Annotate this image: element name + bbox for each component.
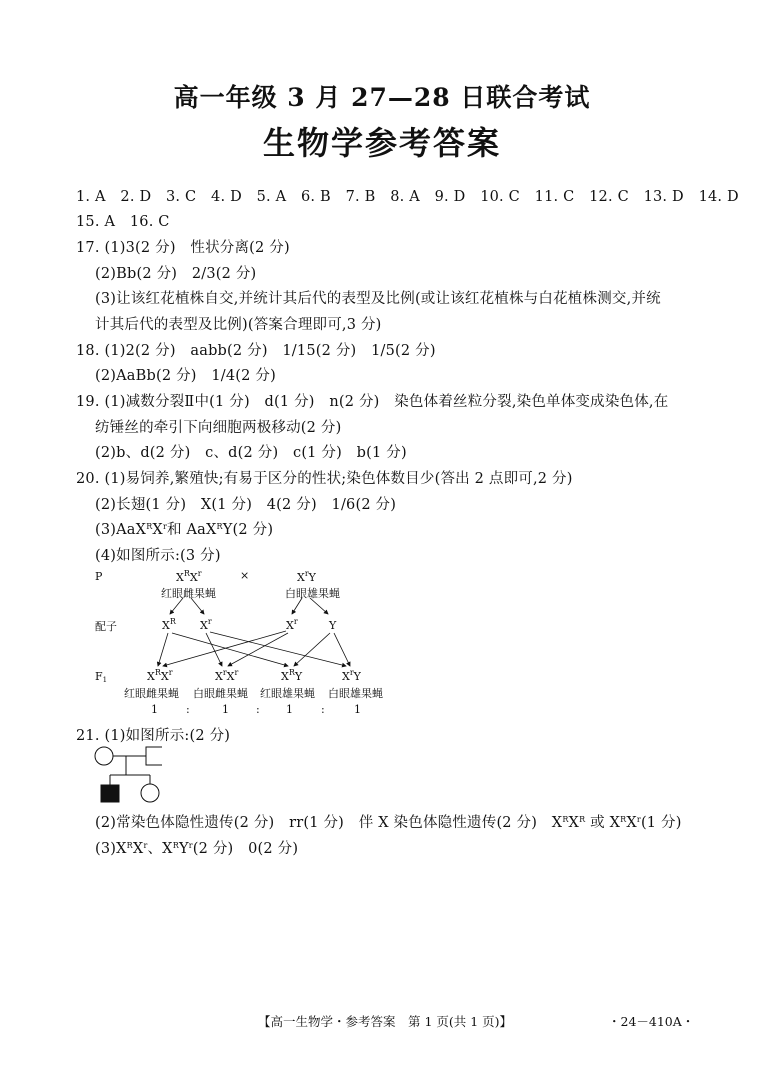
cross-parent1-genotype: $X^RX^r$ <box>176 569 202 584</box>
q18-line-1: 18. (1)2(2 分) aabb(2 分) 1/15(2 分) 1/5(2 分) <box>76 343 436 359</box>
arrow-g4-o4 <box>334 633 350 666</box>
footer-page-info: 【高一生物学・参考答案 第 1 页(共 1 页)】 <box>258 1014 513 1029</box>
page-title: 高一年级 3 月 27—28 日联合考试 <box>173 83 591 112</box>
cross-parent2-genotype: $X^rY$ <box>297 569 316 584</box>
offspring-2-phenotype: 白眼雌果蝇 <box>193 687 248 700</box>
q20-line-2: (2)长翅(1 分) X(1 分) 4(2 分) 1/6(2 分) <box>95 497 397 513</box>
ratio-1: 1 <box>151 703 158 716</box>
pedigree-mother <box>95 747 113 765</box>
mc-answers-line-1: 1. A 2. D 3. C 4. D 5. A 6. B 7. B 8. A 9. D 10. C 11. C 12. C 13. D 14. D <box>76 189 739 205</box>
ratio-colon-2: : <box>256 703 260 716</box>
ratio-2: 1 <box>222 703 229 716</box>
offspring-2-genotype: $X^rX^r$ <box>215 668 239 683</box>
arrow-p1-g2 <box>191 598 204 614</box>
q21-line-2: (2)常染色体隐性遗传(2 分) rr(1 分) 伴 X 染色体隐性遗传(2 分) $X^RX^R$ 或 $X^RX^r(1$ 分) <box>95 815 682 831</box>
ratio-3: 1 <box>286 703 293 716</box>
arrow-g1-o1 <box>158 633 168 666</box>
q21-line-3: $(3)X^RX^r$、$X^RY^r(2$ 分) 0(2 分) <box>95 841 299 857</box>
q20-line-4: (4)如图所示:(3 分) <box>95 548 221 564</box>
gamete-1: $X^R$ <box>162 617 176 632</box>
gamete-4: Y <box>329 619 337 632</box>
offspring-4-phenotype: 白眼雄果蝇 <box>328 687 383 700</box>
page-subtitle: 生物学参考答案 <box>262 124 501 162</box>
pedigree-affected-son <box>101 785 119 802</box>
gamete-3: $X^r$ <box>286 617 298 632</box>
q19-line-1: 19. (1)减数分裂Ⅱ中(1 分) d(1 分) n(2 分) 染色体着丝粒分裂,染色单体变成染色体,在 <box>76 394 669 410</box>
cross-parent1-phenotype: 红眼雌果蝇 <box>161 587 216 600</box>
ratio-4: 1 <box>354 703 361 716</box>
offspring-4-genotype: $X^rY$ <box>342 668 361 683</box>
q17-line-4: 计其后代的表型及比例)(答案合理即可,3 分) <box>95 317 382 333</box>
arrow-p1-g1 <box>170 598 183 614</box>
ratio-colon-1: : <box>186 703 190 716</box>
q17-line-1: 17. (1)3(2 分) 性状分离(2 分) <box>76 240 290 256</box>
q19-line-2: 纺锤丝的牵引下向细胞两极移动(2 分) <box>95 420 342 436</box>
q17-line-2: (2)Bb(2 分) 2/3(2 分) <box>95 266 257 282</box>
offspring-3-phenotype: 红眼雄果蝇 <box>260 687 315 700</box>
arrow-g1-o3 <box>172 633 288 666</box>
q20-line-1: 20. (1)易饲养,繁殖快;有易于区分的性状;染色体数目少(答出 2 点即可,2 分) <box>76 471 573 487</box>
ratio-colon-3: : <box>321 703 325 716</box>
mc-answers-line-2: 15. A 16. C <box>76 214 170 230</box>
q20-line-3: $(3)AaX^RX^r$和 AaX$^R$Y(2 分) <box>95 522 274 538</box>
q19-line-3: (2)b、d(2 分) c、d(2 分) c(1 分) b(1 分) <box>95 445 407 461</box>
gamete-2: $X^r$ <box>200 617 212 632</box>
offspring-1-phenotype: 红眼雌果蝇 <box>124 687 179 700</box>
cross-times-sign: × <box>240 569 250 582</box>
offspring-1-genotype: $X^RX^r$ <box>147 668 173 683</box>
cross-f1-label: F1 <box>95 670 108 684</box>
pedigree-father <box>146 747 162 765</box>
q17-line-3: (3)让该红花植株自交,并统计其后代的表型及比例(或让该红花植株与白花植株测交,并统 <box>95 291 661 307</box>
offspring-3-genotype: $X^RY$ <box>281 668 303 683</box>
cross-p-label: P <box>95 570 103 583</box>
arrow-p2-g3 <box>292 598 302 614</box>
arrow-p2-g4 <box>310 598 328 614</box>
q21-line-1: 21. (1)如图所示:(2 分) <box>76 728 231 744</box>
cross-gamete-label: 配子 <box>95 620 117 633</box>
pedigree-daughter <box>141 784 159 802</box>
footer-code: ・24－410A・ <box>608 1014 695 1029</box>
q18-line-2: (2)AaBb(2 分) 1/4(2 分) <box>95 368 276 384</box>
arrow-g3-o1 <box>163 631 286 666</box>
cross-parent2-phenotype: 白眼雄果蝇 <box>285 587 340 600</box>
